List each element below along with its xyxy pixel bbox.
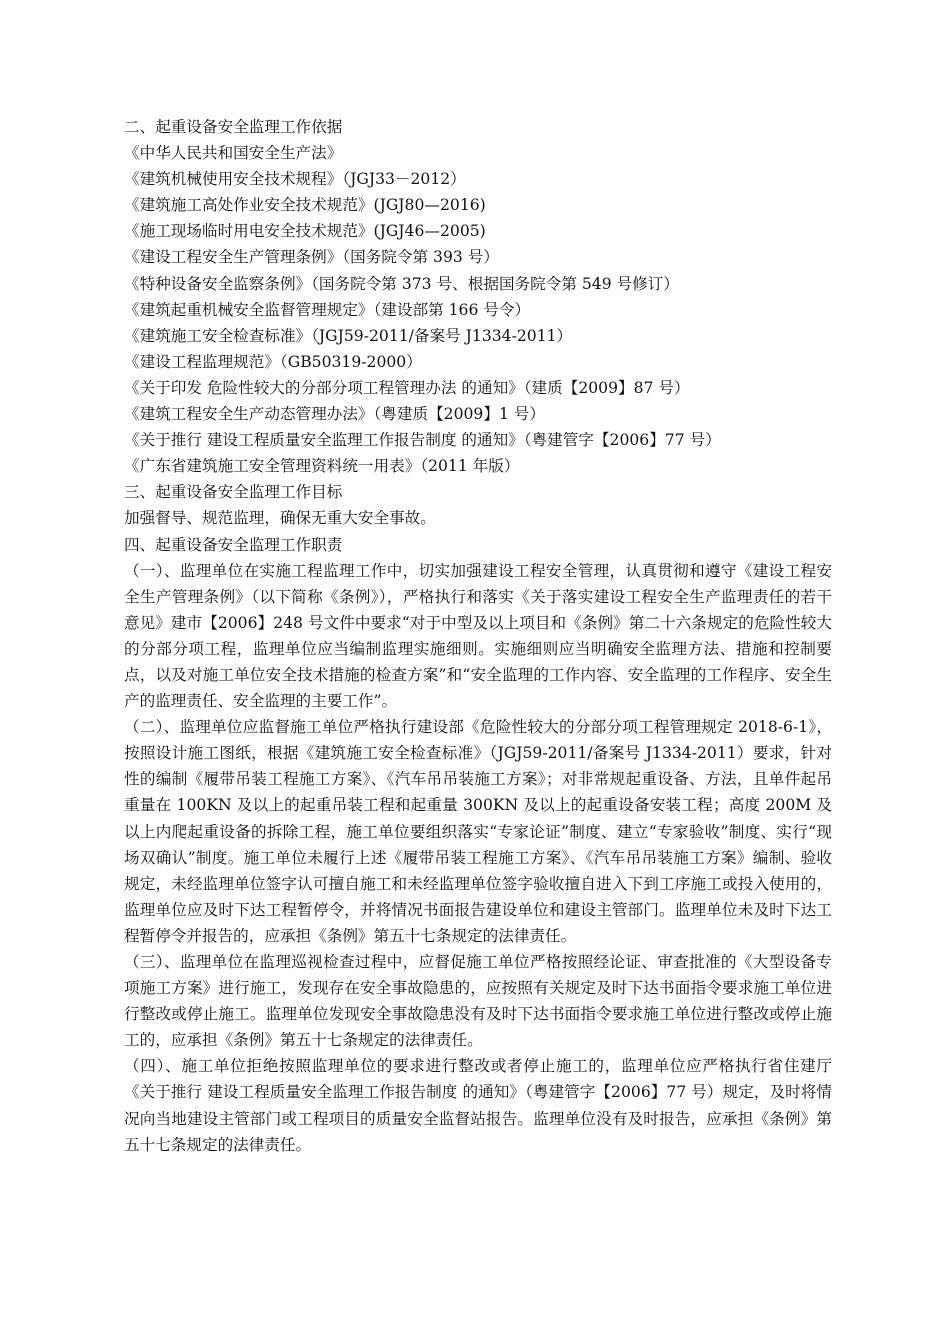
reference-item: 《建筑施工安全检查标准》（JGJ59-2011/备案号 J1334-2011）	[124, 326, 573, 345]
duty-paragraph-1: （一）、监理单位在实施工程监理工作中，切实加强建设工程安全管理，认真贯彻和遵守《建设工程安全生产管理条例》（以下简称《条例》），严格执行和落实《关于落实建设工程安全生产监理责任的若干意见》建市【2006】248 号文件中要求“对于中型及以上项目和《条例》第二十六条规定的危险性较大的分部分项工程，监理单位应当编制监理实施细则。实施细则应当明确安全监理方法、措施和控制要点，以及对施工单位安全技术措施的检查方案”和“安全监理的工作内容、安全监理的工作程序、安全生产的监理责任、安全监理的主要工作”。	[124, 561, 832, 711]
reference-item: 《建筑施工高处作业安全技术规范》(JGJ80—2016)	[124, 196, 486, 215]
reference-item: 《建筑起重机械安全监督管理规定》（建设部第 166 号令）	[124, 300, 531, 319]
reference-item: 《关于推行 建设工程质量安全监理工作报告制度 的通知》（粤建管字【2006】77 号）	[124, 431, 721, 450]
document-page	[124, 114, 832, 1158]
section-2-heading: 二、起重设备安全监理工作依据	[124, 118, 343, 136]
section-4-heading: 四、起重设备安全监理工作职责	[124, 535, 343, 554]
reference-item: 《建设工程监理规范》（GB50319-2000）	[124, 352, 422, 371]
reference-item: 《关于印发 危险性较大的分部分项工程管理办法 的通知》（建质【2009】87 号）	[124, 378, 690, 397]
section-3-text: 加强督导、规范监理，确保无重大安全事故。	[124, 509, 436, 528]
reference-item: 《建设工程安全生产管理条例》（国务院令第 393 号）	[124, 248, 499, 267]
reference-item: 《建筑工程安全生产动态管理办法》（粤建质【2009】1 号）	[124, 405, 546, 424]
duty-paragraph-3: （三）、监理单位在监理巡视检查过程中，应督促施工单位严格按照经论证、审查批准的《大型设备专项施工方案》进行施工，发现存在安全事故隐患的，应按照有关规定及时下达书面指令要求施工单位进行整改或停止施工。监理单位发现安全事故隐患没有及时下达书面指令要求施工单位进行整改或停止施工的，应承担《条例》第五十七条规定的法律责任。	[124, 953, 832, 1050]
duty-paragraph-4: （四）、施工单位拒绝按照监理单位的要求进行整改或者停止施工的，监理单位应严格执行省住建厅《关于推行 建设工程质量安全监理工作报告制度 的通知》（粤建管字【2006】77 号）规定，及时将情况向当地建设主管部门或工程项目的质量安全监督站报告。监理单位没有及时报告，应承担《条例》第五十七条规定的法律责任。	[124, 1057, 832, 1154]
section-3-heading: 三、起重设备安全监理工作目标	[124, 483, 343, 502]
reference-item: 《特种设备安全监察条例》（国务院令第 373 号、根据国务院令第 549 号修订）	[124, 274, 679, 293]
duty-paragraph-2: （二）、监理单位应监督施工单位严格执行建设部《危险性较大的分部分项工程管理规定 2018-6-1》，按照设计施工图纸，根据《建筑施工安全检查标准》（JGJ59-2011/备案号 J1334-2011）要求，针对性的编制《履带吊装工程施工方案》、《汽车吊吊装施工方案》；对非常规起重设备、方法，且单件起吊重量在 100KN 及以上的起重吊装工程和起重量 300KN 及以上的起重设备安装工程；高度 200M 及以上内爬起重设备的拆除工程，施工单位要组织落实“专家论证”制度、建立“专家验收”制度、实行“现场双确认”制度。施工单位未履行上述《履带吊装工程施工方案》、《汽车吊吊装施工方案》编制、验收规定，未经监理单位签字认可擅自施工和未经监理单位签字验收擅自进入下到工序施工或投入使用的，监理单位应及时下达工程暂停令，并将情况书面报告建设单位和建设主管部门。监理单位未及时下达工程暂停令并报告的，应承担《条例》第五十七条规定的法律责任。	[124, 718, 832, 945]
reference-item: 《施工现场临时用电安全技术规范》(JGJ46—2005)	[124, 222, 486, 241]
reference-item: 《广东省建筑施工安全管理资料统一用表》（2011 年版）	[124, 457, 520, 476]
reference-item: 《建筑机械使用安全技术规程》（JGJ33－2012）	[124, 170, 466, 189]
reference-item: 《中华人民共和国安全生产法》	[124, 144, 343, 163]
